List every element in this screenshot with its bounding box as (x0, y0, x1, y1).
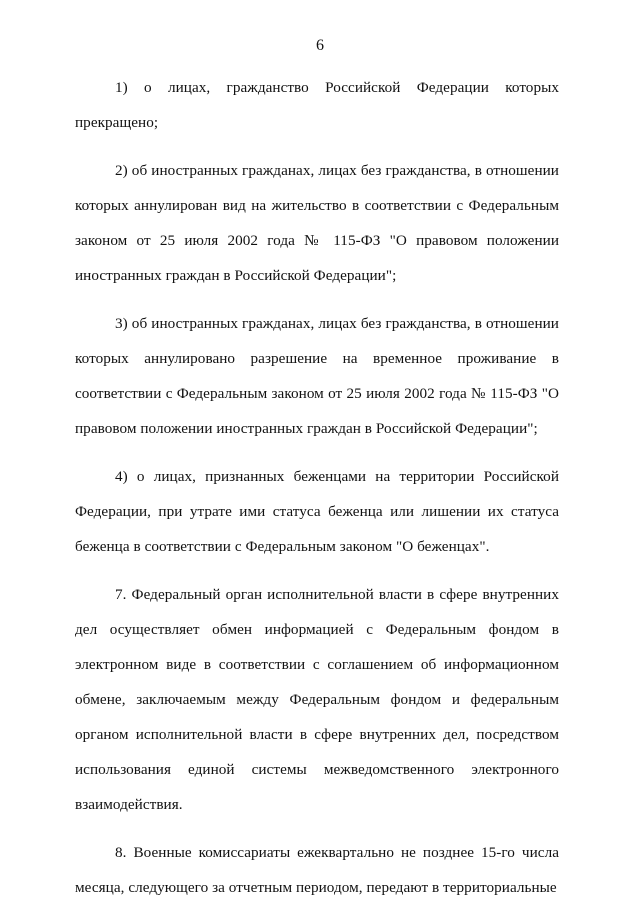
paragraph-item-3: 3) об иностранных гражданах, лицах без гражданства, в отношении которых аннулировано разрешение на временное проживание в соответствии с Федеральным законом от 25 июля 2002 года № 115-ФЗ "О правовом положении иностранных граждан в Российской Федерации"; (75, 315, 559, 437)
page-number: 6 (316, 37, 324, 54)
paragraph-section-7: 7. Федеральный орган исполнительной власти в сфере внутренних дел осуществляет обмен информацией с Федеральным фондом в электронном виде в соответствии с соглашением об информационном обмене, заключаемым между Федеральным фондом и федеральным органом исполнительной власти в сфере внутренних дел, посредством использования единой системы межведомственного электронного взаимодействия. (75, 586, 559, 813)
paragraph-item-4: 4) о лицах, признанных беженцами на территории Российской Федерации, при утрате ими статуса беженца или лишении их статуса беженца в соответствии с Федеральным законом "О беженцах". (75, 468, 559, 555)
paragraph-section-8: 8. Военные комиссариаты ежеквартально не позднее 15-го числа месяца, следующего за отчетным периодом, передают в территориальные (75, 844, 559, 896)
paragraph-item-1: 1) о лицах, гражданство Российской Федерации которых прекращено; (75, 79, 559, 131)
paragraph-item-2: 2) об иностранных гражданах, лицах без гражданства, в отношении которых аннулирован вид на жительство в соответствии с Федеральным законом от 25 июля 2002 года № 115-ФЗ "О правовом положении иностранных граждан в Российской Федерации"; (75, 162, 559, 284)
document-body (75, 70, 559, 918)
